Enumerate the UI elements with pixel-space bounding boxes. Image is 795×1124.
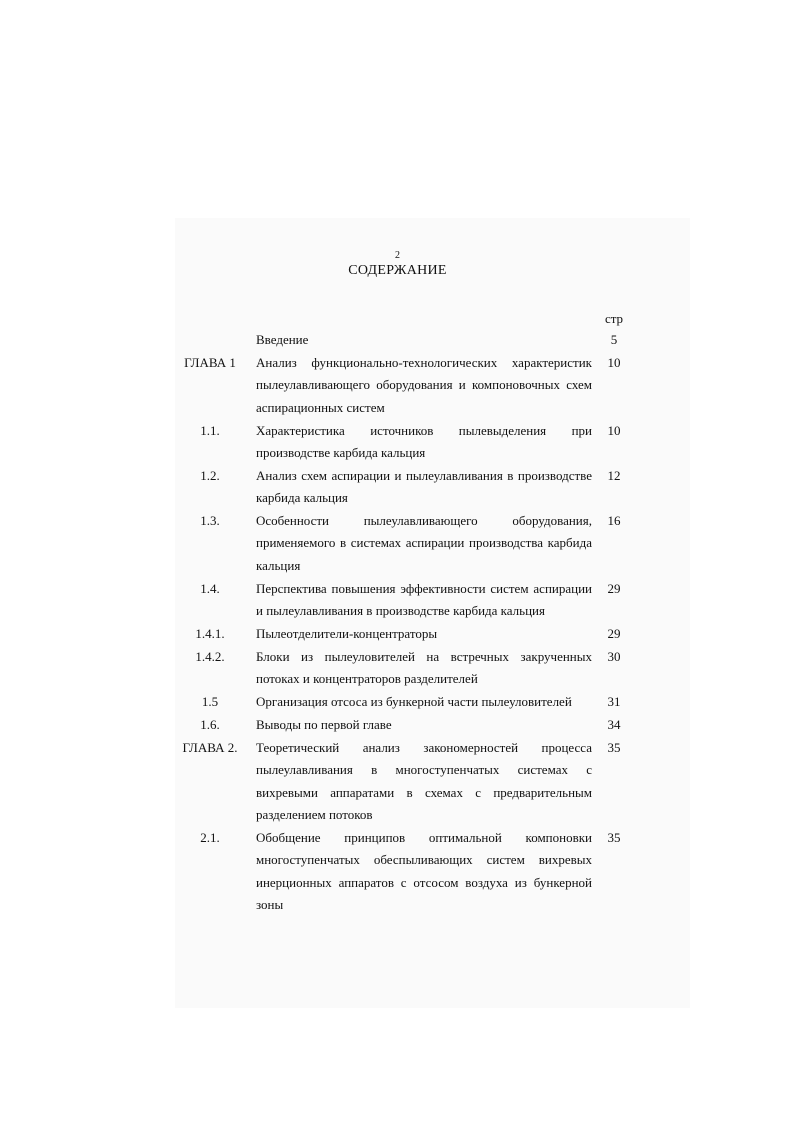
toc-entry-number: 1.1. (200, 423, 220, 438)
toc-entry-page: 12 (607, 468, 621, 483)
toc-entry-title: Пылеотделители-концентраторы (256, 626, 438, 641)
toc-entry-number: 1.4.2. (195, 649, 225, 664)
toc-entry-title: Анализ функционально-технологических характеристик пылеулавливающего оборудования и компоновочных схем аспирационных систем (256, 355, 592, 415)
page-title: СОДЕРЖАНИЕ (348, 263, 447, 278)
toc-entry-page: 10 (607, 423, 621, 438)
toc-entry-page: 29 (607, 626, 621, 641)
toc-entry-page: 30 (607, 649, 621, 664)
toc-entry-title: Организация отсоса из бункерной части пылеуловителей (256, 694, 572, 709)
toc-entry-title: Выводы по первой главе (256, 717, 392, 732)
toc-entry-title: Введение (256, 332, 309, 347)
toc-entry-title: Теоретический анализ закономерностей процесса пылеулавливания в многоступенчатых системах с вихревыми аппаратами в схемах с предварительным разделением потоков (256, 740, 592, 822)
page-number: 2 (395, 250, 400, 261)
toc-entry-page: 29 (607, 581, 621, 596)
toc-entry-number: ГЛАВА 2. (182, 740, 238, 755)
toc-entry-number: 1.4. (200, 581, 220, 596)
toc-entry-title: Обобщение принципов оптимальной компоновки многоступенчатых обеспыливающих систем вихревых инерционных аппаратов с отсосом воздуха из бункерной зоны (256, 830, 592, 912)
toc-entry-number: 1.6. (200, 717, 220, 732)
toc-entry-page: 10 (607, 355, 621, 370)
toc-entry-number: 2.1. (200, 830, 220, 845)
toc-entry-title: Характеристика источников пылевыделения при производстве карбида кальция (256, 423, 592, 461)
toc-entry-number: 1.5 (201, 694, 219, 709)
toc-entry-page: 35 (607, 830, 621, 845)
toc-entry-page: 5 (610, 332, 618, 347)
toc-entry-title: Анализ схем аспирации и пылеулавливания в производстве карбида кальция (256, 468, 592, 506)
page-column-label: стр (604, 311, 624, 326)
toc-entry-number: 1.2. (200, 468, 220, 483)
toc-entry-title: Перспектива повышения эффективности систем аспирации и пылеулавливания в производстве карбида кальция (256, 581, 592, 619)
toc-entry-title: Особенности пылеулавливающего оборудования, применяемого в системах аспирации производства карбида кальция (256, 513, 592, 573)
toc-entry-page: 16 (607, 513, 621, 528)
toc-entry-number: ГЛАВА 1 (184, 355, 236, 370)
toc-entry-page: 35 (607, 740, 621, 755)
toc-entry-title: Блоки из пылеуловителей на встречных закрученных потоках и концентраторов разделителей (256, 649, 592, 687)
toc-entry-page: 31 (607, 694, 621, 709)
toc-entry-number: 1.4.1. (195, 626, 225, 641)
toc-entry-number: 1.3. (200, 513, 220, 528)
toc-entry-page: 34 (607, 717, 621, 732)
